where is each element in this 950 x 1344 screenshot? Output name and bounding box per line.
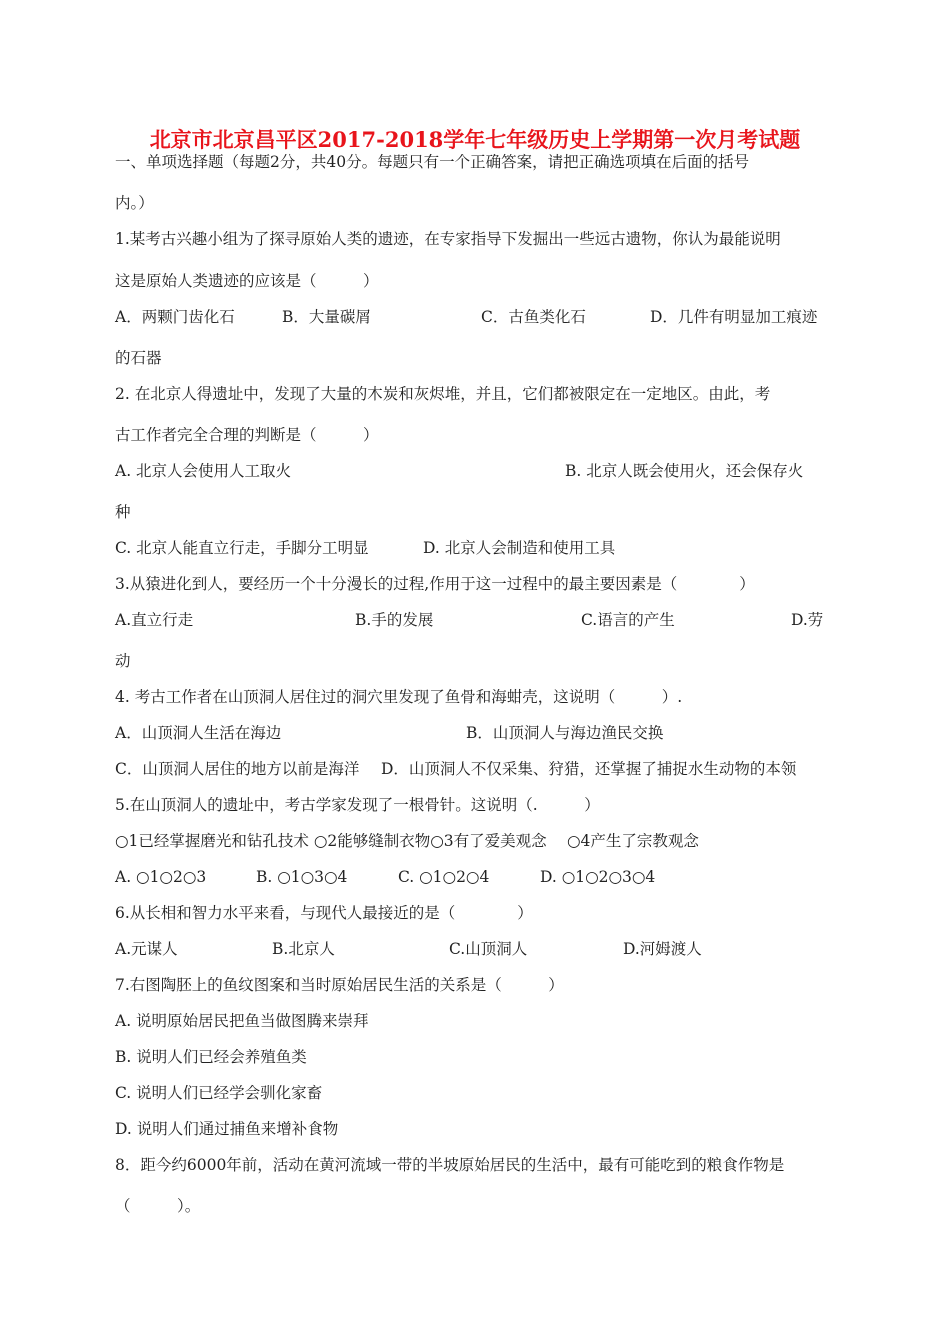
- section-instructions-line2: 内。）: [115, 194, 154, 212]
- question-3-stem: 3.从猿进化到人，要经历一个十分漫长的过程,作用于这一过程中的最主要因素是（ ）: [115, 575, 755, 593]
- question-4-option-a: A．山顶洞人生活在海边: [115, 724, 282, 742]
- question-5-option-a: A. ○1○2○3: [115, 868, 207, 886]
- question-3-option-d-cont: 动: [115, 652, 131, 670]
- question-3-option-c: C.语言的产生: [581, 611, 675, 629]
- question-5-option-c: C. ○1○2○4: [398, 868, 490, 886]
- question-1-option-c: C．古鱼类化石: [481, 308, 586, 326]
- question-1-option-d-cont: 的石器: [115, 349, 162, 367]
- question-2-stem-cont: 古工作者完全合理的判断是（ ）: [115, 426, 379, 444]
- question-2-option-b: B. 北京人既会使用火，还会保存火: [565, 462, 804, 480]
- question-5-option-b: B. ○1○3○4: [256, 868, 348, 886]
- question-1-option-a: A．两颗门齿化石: [115, 308, 235, 326]
- question-4-option-b: B．山顶洞人与海边渔民交换: [466, 724, 664, 742]
- question-7-stem: 7.右图陶胚上的鱼纹图案和当时原始居民生活的关系是（ ）: [115, 976, 564, 994]
- question-3-option-a: A.直立行走: [115, 611, 194, 629]
- question-8-stem-cont: （ ）。: [115, 1197, 201, 1215]
- question-3-option-d: D.劳: [791, 611, 824, 629]
- question-1-option-b: B．大量碳屑: [282, 308, 371, 326]
- question-6-option-c: C.山顶洞人: [449, 940, 528, 958]
- question-2-stem: 2. 在北京人得遗址中，发现了大量的木炭和灰烬堆，并且，它们都被限定在一定地区。由此，考: [115, 385, 771, 403]
- question-6-option-a: A.元谋人: [115, 940, 178, 958]
- question-5-statements: ○1已经掌握磨光和钻孔技术 ○2能够缝制衣物○3有了爱美观念 ○4产生了宗教观念: [115, 832, 699, 850]
- question-1-stem-cont: 这是原始人类遗迹的应该是（ ）: [115, 272, 379, 290]
- question-7-option-a: A. 说明原始居民把鱼当做图腾来崇拜: [115, 1012, 369, 1030]
- question-2-option-a: A. 北京人会使用人工取火: [115, 462, 292, 480]
- question-2-option-c: C. 北京人能直立行走，手脚分工明显: [115, 539, 369, 557]
- question-1-stem: 1.某考古兴趣小组为了探寻原始人类的遗迹，在专家指导下发掘出一些远古遗物，你认为最能说明: [115, 230, 781, 248]
- question-5-stem: 5.在山顶洞人的遗址中，考古学家发现了一根骨针。这说明（. ）: [115, 796, 600, 814]
- question-1-option-d: D．几件有明显加工痕迹: [650, 308, 818, 326]
- question-7-option-c: C. 说明人们已经学会驯化家畜: [115, 1084, 323, 1102]
- question-3-option-b: B.手的发展: [355, 611, 434, 629]
- question-8-stem: 8．距今约6000年前，活动在黄河流域一带的半坡原始居民的生活中，最有可能吃到的粮食作物是: [115, 1156, 785, 1174]
- question-2-option-d: D. 北京人会制造和使用工具: [423, 539, 616, 557]
- question-4-option-c: C．山顶洞人居住的地方以前是海洋: [115, 760, 360, 778]
- question-4-stem: 4. 考古工作者在山顶洞人居住过的洞穴里发现了鱼骨和海蚶壳，这说明（ ）.: [115, 688, 683, 706]
- question-4-option-d: D．山顶洞人不仅采集、狩猎，还掌握了捕捉水生动物的本领: [381, 760, 797, 778]
- question-7-option-b: B. 说明人们已经会养殖鱼类: [115, 1048, 307, 1066]
- question-6-option-d: D.河姆渡人: [623, 940, 702, 958]
- section-instructions-line1: 一、单项选择题（每题2分，共40分。每题只有一个正确答案，请把正确选项填在后面的括号: [115, 153, 750, 171]
- question-6-option-b: B.北京人: [272, 940, 335, 958]
- question-2-option-b-cont: 种: [115, 503, 131, 521]
- page-title: 北京市北京昌平区2017-2018学年七年级历史上学期第一次月考试题: [149, 127, 801, 152]
- question-7-option-d: D. 说明人们通过捕鱼来增补食物: [115, 1120, 339, 1138]
- question-6-stem: 6.从长相和智力水平来看，与现代人最接近的是（ ）: [115, 904, 533, 922]
- question-5-option-d: D. ○1○2○3○4: [540, 868, 656, 886]
